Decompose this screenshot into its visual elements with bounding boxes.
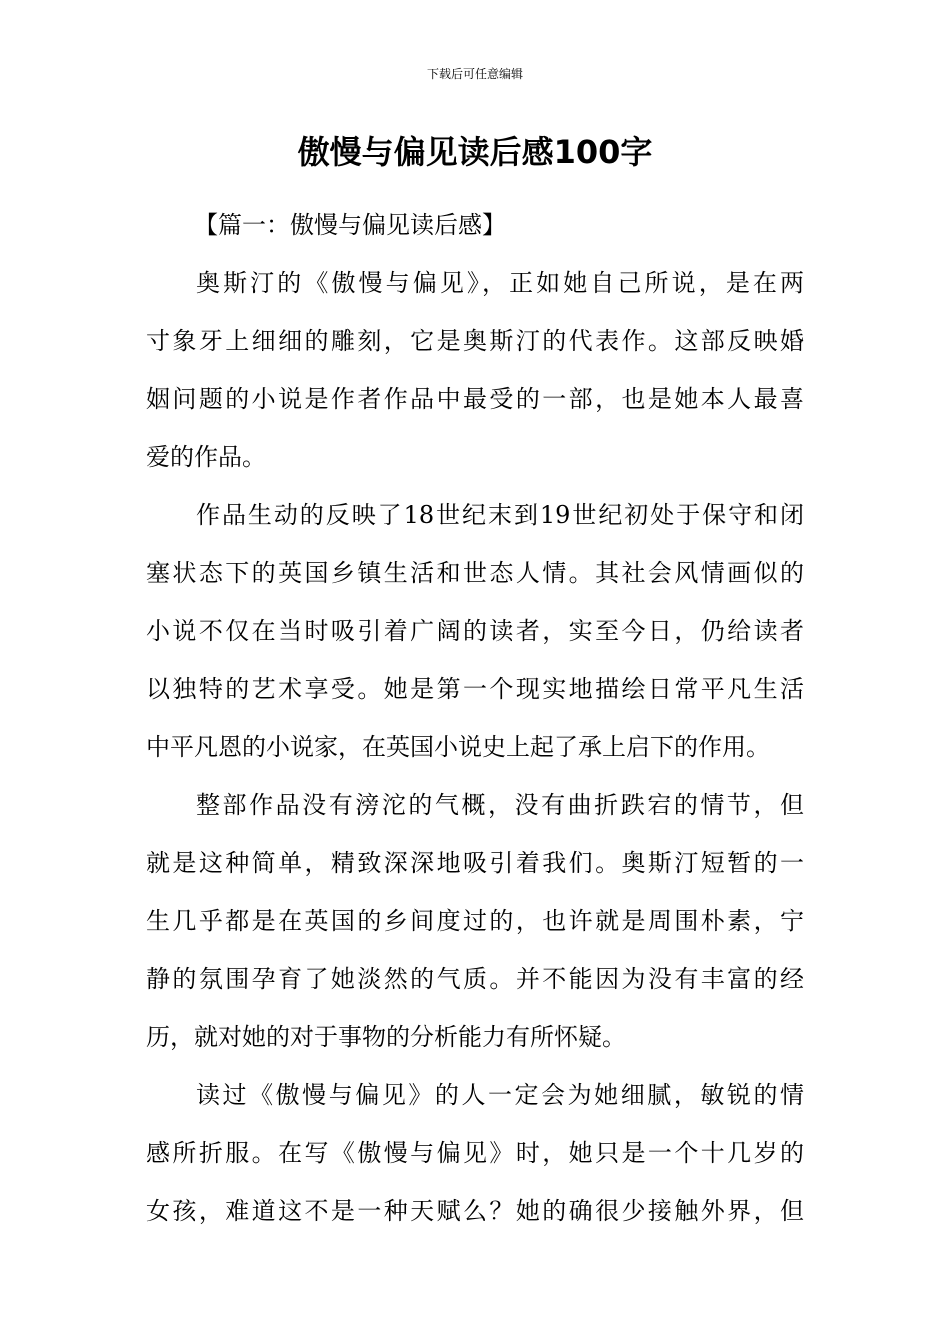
paragraph-line: 爱的作品。 bbox=[146, 443, 266, 471]
paragraph-line: 奥斯汀的《傲慢与偏见》，正如她自己所说，是在两 bbox=[196, 269, 804, 297]
paragraph-4 bbox=[146, 1066, 804, 1240]
paragraph-line: 历，就对她的对于事物的分析能力有所怀疑。 bbox=[146, 1023, 626, 1051]
paragraph-line: 以独特的艺术享受。她是第一个现实地描绘日常平凡生活 bbox=[146, 675, 804, 703]
paragraph-line: 生几乎都是在英国的乡间度过的，也许就是周围朴素，宁 bbox=[146, 907, 804, 935]
paragraph-line: 读过《傲慢与偏见》的人一定会为她细腻，敏锐的情 bbox=[196, 1081, 804, 1109]
page-header-note: 下载后可任意编辑 bbox=[426, 67, 523, 81]
paragraph-2 bbox=[146, 486, 804, 776]
paragraph-line: 女孩，难道这不是一种天赋么？她的确很少接触外界，但 bbox=[146, 1197, 804, 1225]
section-heading: 【篇一：傲慢与偏见读后感】 bbox=[194, 211, 506, 239]
paragraph-line: 整部作品没有滂沱的气概，没有曲折跌宕的情节，但 bbox=[196, 791, 804, 819]
paragraph-line: 中平凡恩的小说家，在英国小说史上起了承上启下的作用。 bbox=[146, 733, 770, 761]
paragraph-line: 作品生动的反映了18世纪末到19世纪初处于保守和闭 bbox=[196, 501, 804, 529]
paragraph-1 bbox=[146, 254, 804, 486]
paragraph-line: 静的氛围孕育了她淡然的气质。并不能因为没有丰富的经 bbox=[146, 965, 804, 993]
paragraph-line: 小说不仅在当时吸引着广阔的读者，实至今日，仍给读者 bbox=[146, 617, 804, 645]
paragraph-line: 寸象牙上细细的雕刻，它是奥斯汀的代表作。这部反映婚 bbox=[146, 327, 804, 355]
paragraph-line: 塞状态下的英国乡镇生活和世态人情。其社会风情画似的 bbox=[146, 559, 804, 587]
paragraph-line: 姻问题的小说是作者作品中最受的一部，也是她本人最喜 bbox=[146, 385, 804, 413]
paragraph-line: 就是这种简单，精致深深地吸引着我们。奥斯汀短暂的一 bbox=[146, 849, 804, 877]
paragraph-line: 感所折服。在写《傲慢与偏见》时，她只是一个十几岁的 bbox=[146, 1139, 804, 1167]
paragraph-3 bbox=[146, 776, 804, 1066]
document-title: 傲慢与偏见读后感100字 bbox=[297, 133, 653, 171]
document-body bbox=[146, 196, 804, 1240]
